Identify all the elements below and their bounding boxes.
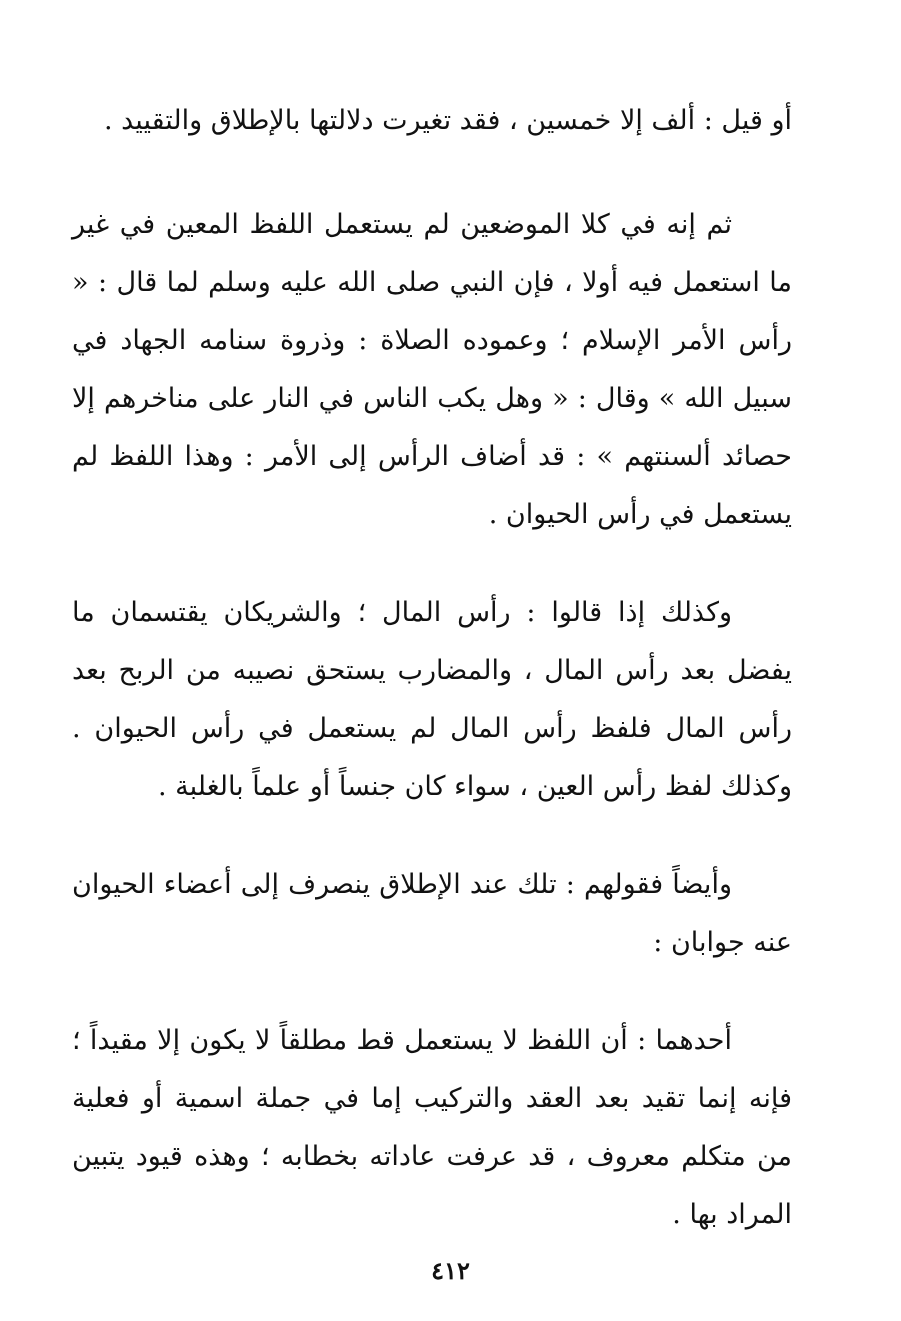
page-number: ٤١٢ (431, 1256, 470, 1285)
paragraph-5: أحدهما : أن اللفظ لا يستعمل قط مطلقاً لا يكون إلا مقيداً ؛ فإنه إنما تقيد بعد العقد والتركيب إما في جملة اسمية أو فعلية من متكلم معروف ، قد عرفت عاداته بخطابه ؛ وهذه قيود يتبين المراد بها . (72, 1025, 792, 1230)
page-body (72, 92, 792, 1284)
paragraph-2: ثم إنه في كلا الموضعين لم يستعمل اللفظ المعين في غير ما استعمل فيه أولا ، فإن النبي صلى الله عليه وسلم لما قال : « رأس الأمر الإسلام ؛ وعموده الصلاة : وذروة سنامه الجهاد في سبيل الله » وقال : « وهل يكب الناس في النار على مناخرهم إلا حصائد ألسنتهم » : قد أضاف الرأس إلى الأمر : وهذا اللفظ لم يستعمل في رأس الحيوان . (72, 209, 792, 530)
paragraph-4: وأيضاً فقولهم : تلك عند الإطلاق ينصرف إلى أعضاء الحيوان عنه جوابان : (72, 869, 792, 958)
paragraph-1: أو قيل : ألف إلا خمسين ، فقد تغيرت دلالتها بالإطلاق والتقييد . (103, 105, 792, 136)
paragraph-3: وكذلك إذا قالوا : رأس المال ؛ والشريكان يقتسمان ما يفضل بعد رأس المال ، والمضارب يستحق نصيبه من الربح بعد رأس المال فلفظ رأس المال لم يستعمل في رأس الحيوان . وكذلك لفظ رأس العين ، سواء كان جنساً أو علماً بالغلبة . (72, 597, 792, 802)
